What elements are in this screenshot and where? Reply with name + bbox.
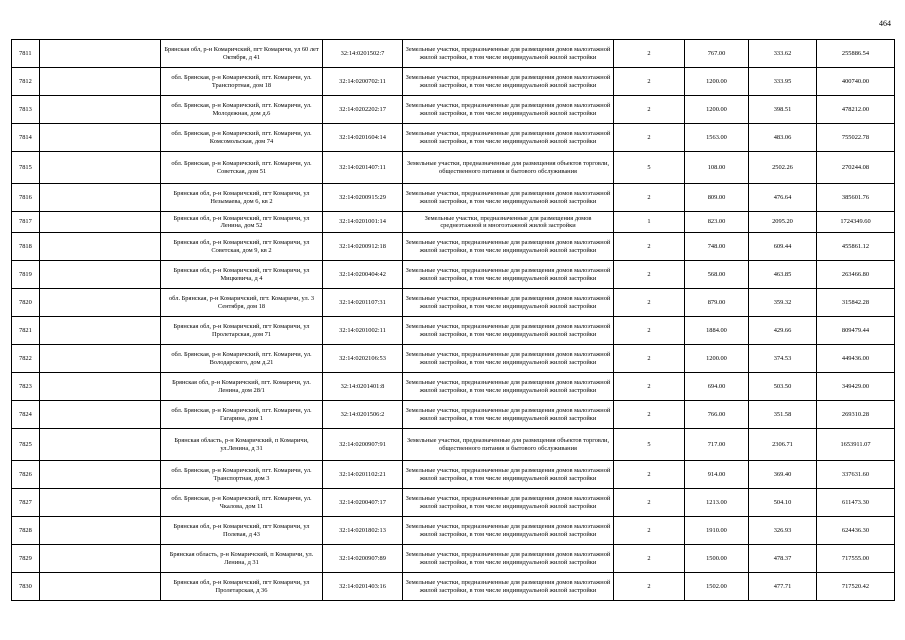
cadastral-value-cell: 449436.00 bbox=[817, 345, 895, 373]
spacer-cell bbox=[40, 517, 161, 545]
cadastral-value-cell: 270244.08 bbox=[817, 152, 895, 184]
spacer-cell bbox=[40, 429, 161, 461]
spacer-cell bbox=[40, 233, 161, 261]
row-number-cell: 7827 bbox=[12, 489, 40, 517]
address-cell: Брянская обл, р-н Комаричский, пгт Комаричи, ул Пролетарская, дом 71 bbox=[161, 317, 323, 345]
cadastral-value-cell: 478212.00 bbox=[817, 96, 895, 124]
cadastral-value-cell: 315842.28 bbox=[817, 289, 895, 317]
cadastral-value-cell: 611473.30 bbox=[817, 489, 895, 517]
specific-value-cell: 351.58 bbox=[749, 401, 817, 429]
address-cell: Брянская обл, р-н Комаричский, пгт Комаричи, ул Мицкевича, д 4 bbox=[161, 261, 323, 289]
table-row bbox=[12, 517, 895, 545]
specific-value-cell: 477.71 bbox=[749, 573, 817, 601]
row-number-cell: 7821 bbox=[12, 317, 40, 345]
group-cell: 2 bbox=[614, 345, 685, 373]
land-use-cell: Земельные участки, предназначенные для размещения домов малоэтажной жилой застройки, в том числе индивидуальной жилой застройки bbox=[403, 233, 614, 261]
table-row bbox=[12, 152, 895, 184]
row-number-cell: 7822 bbox=[12, 345, 40, 373]
address-cell: обл. Брянская, р-н Комаричский, пгт. Комаричи, ул. Советская, дом 51 bbox=[161, 152, 323, 184]
cadastral-number-cell: 32:14:0201403:16 bbox=[323, 573, 403, 601]
area-cell: 1563.00 bbox=[685, 124, 749, 152]
group-cell: 2 bbox=[614, 233, 685, 261]
group-cell: 5 bbox=[614, 429, 685, 461]
specific-value-cell: 429.66 bbox=[749, 317, 817, 345]
area-cell: 767.00 bbox=[685, 40, 749, 68]
row-number-cell: 7819 bbox=[12, 261, 40, 289]
row-number-cell: 7823 bbox=[12, 373, 40, 401]
specific-value-cell: 609.44 bbox=[749, 233, 817, 261]
row-number-cell: 7820 bbox=[12, 289, 40, 317]
cadastral-number-cell: 32:14:0200907:91 bbox=[323, 429, 403, 461]
area-cell: 766.00 bbox=[685, 401, 749, 429]
spacer-cell bbox=[40, 96, 161, 124]
specific-value-cell: 476.64 bbox=[749, 184, 817, 212]
cadastral-value-cell: 809479.44 bbox=[817, 317, 895, 345]
land-use-cell: Земельные участки, предназначенные для размещения домов малоэтажной жилой застройки, в том числе индивидуальной жилой застройки bbox=[403, 489, 614, 517]
spacer-cell bbox=[40, 124, 161, 152]
land-use-cell: Земельные участки, предназначенные для размещения домов малоэтажной жилой застройки, в том числе индивидуальной жилой застройки bbox=[403, 261, 614, 289]
cadastral-number-cell: 32:14:0201001:14 bbox=[323, 212, 403, 233]
cadastral-value-cell: 337631.60 bbox=[817, 461, 895, 489]
area-cell: 108.00 bbox=[685, 152, 749, 184]
address-cell: Брянская обл, р-н Комаричский, пгт. Комаричи, ул. Ленина, дом 28/1 bbox=[161, 373, 323, 401]
land-use-cell: Земельные участки, предназначенные для размещения домов малоэтажной жилой застройки, в том числе индивидуальной жилой застройки bbox=[403, 373, 614, 401]
group-cell: 2 bbox=[614, 573, 685, 601]
row-number-cell: 7815 bbox=[12, 152, 40, 184]
spacer-cell bbox=[40, 152, 161, 184]
specific-value-cell: 2502.26 bbox=[749, 152, 817, 184]
table-row bbox=[12, 68, 895, 96]
specific-value-cell: 483.06 bbox=[749, 124, 817, 152]
cadastral-number-cell: 32:14:0200404:42 bbox=[323, 261, 403, 289]
address-cell: обл. Брянская, р-н Комаричский, пгт. Комаричи, ул. Транспортная, дом 3 bbox=[161, 461, 323, 489]
spacer-cell bbox=[40, 40, 161, 68]
land-use-cell: Земельные участки, предназначенные для размещения домов малоэтажной жилой застройки, в том числе индивидуальной жилой застройки bbox=[403, 401, 614, 429]
spacer-cell bbox=[40, 401, 161, 429]
spacer-cell bbox=[40, 261, 161, 289]
row-number-cell: 7813 bbox=[12, 96, 40, 124]
address-cell: обл. Брянская, р-н Комаричский, пгт. Комаричи, ул. 3 Сентября, дом 18 bbox=[161, 289, 323, 317]
table-row bbox=[12, 261, 895, 289]
address-cell: Брянская обл, р-н Комаричский, пгт Комаричи, ул Советская, дом 9, кв 2 bbox=[161, 233, 323, 261]
cadastral-number-cell: 32:14:0201604:14 bbox=[323, 124, 403, 152]
area-cell: 694.00 bbox=[685, 373, 749, 401]
specific-value-cell: 359.32 bbox=[749, 289, 817, 317]
group-cell: 2 bbox=[614, 489, 685, 517]
spacer-cell bbox=[40, 184, 161, 212]
land-use-cell: Земельные участки, предназначенные для размещения домов малоэтажной жилой застройки, в том числе индивидуальной жилой застройки bbox=[403, 317, 614, 345]
group-cell: 2 bbox=[614, 545, 685, 573]
table-row bbox=[12, 401, 895, 429]
group-cell: 2 bbox=[614, 124, 685, 152]
specific-value-cell: 333.62 bbox=[749, 40, 817, 68]
cadastral-number-cell: 32:14:0201107:31 bbox=[323, 289, 403, 317]
area-cell: 1500.00 bbox=[685, 545, 749, 573]
cadastral-value-cell: 624436.30 bbox=[817, 517, 895, 545]
area-cell: 717.00 bbox=[685, 429, 749, 461]
row-number-cell: 7816 bbox=[12, 184, 40, 212]
row-number-cell: 7826 bbox=[12, 461, 40, 489]
spacer-cell bbox=[40, 212, 161, 233]
address-cell: обл. Брянская, р-н Комаричский, пгт. Комаричи, ул. Гагарина, дом 1 bbox=[161, 401, 323, 429]
specific-value-cell: 333.95 bbox=[749, 68, 817, 96]
cadastral-number-cell: 32:14:0200407:17 bbox=[323, 489, 403, 517]
cadastral-value-cell: 263466.80 bbox=[817, 261, 895, 289]
table-row bbox=[12, 373, 895, 401]
cadastral-number-cell: 32:14:0201506:2 bbox=[323, 401, 403, 429]
area-cell: 1910.00 bbox=[685, 517, 749, 545]
group-cell: 2 bbox=[614, 289, 685, 317]
address-cell: Брянская обл, р-н Комаричский, пгт Комаричи, ул Пролетарская, д 36 bbox=[161, 573, 323, 601]
spacer-cell bbox=[40, 68, 161, 96]
land-use-cell: Земельные участки, предназначенные для размещения домов малоэтажной жилой застройки, в том числе индивидуальной жилой застройки bbox=[403, 124, 614, 152]
cadastral-value-table bbox=[11, 39, 895, 601]
cadastral-value-cell: 1724349.60 bbox=[817, 212, 895, 233]
group-cell: 2 bbox=[614, 517, 685, 545]
cadastral-number-cell: 32:14:0201002:11 bbox=[323, 317, 403, 345]
area-cell: 748.00 bbox=[685, 233, 749, 261]
land-use-cell: Земельные участки, предназначенные для размещения домов малоэтажной жилой застройки, в том числе индивидуальной жилой застройки bbox=[403, 461, 614, 489]
cadastral-value-cell: 717520.42 bbox=[817, 573, 895, 601]
specific-value-cell: 503.50 bbox=[749, 373, 817, 401]
cadastral-number-cell: 32:14:0201407:11 bbox=[323, 152, 403, 184]
group-cell: 2 bbox=[614, 40, 685, 68]
spacer-cell bbox=[40, 573, 161, 601]
table-row bbox=[12, 184, 895, 212]
cadastral-value-cell: 455861.12 bbox=[817, 233, 895, 261]
cadastral-number-cell: 32:14:0202202:17 bbox=[323, 96, 403, 124]
table-row bbox=[12, 289, 895, 317]
spacer-cell bbox=[40, 289, 161, 317]
spacer-cell bbox=[40, 545, 161, 573]
table-row bbox=[12, 545, 895, 573]
area-cell: 1200.00 bbox=[685, 345, 749, 373]
row-number-cell: 7829 bbox=[12, 545, 40, 573]
table-row bbox=[12, 40, 895, 68]
land-use-cell: Земельные участки, предназначенные для размещения домов малоэтажной жилой застройки, в том числе индивидуальной жилой застройки bbox=[403, 184, 614, 212]
address-cell: Брянская обл, р-н Комаричский, пгт Комаричи, ул Полевая, д 43 bbox=[161, 517, 323, 545]
table-body bbox=[12, 40, 895, 601]
specific-value-cell: 369.40 bbox=[749, 461, 817, 489]
cadastral-number-cell: 32:14:0201102:21 bbox=[323, 461, 403, 489]
land-use-cell: Земельные участки, предназначенные для размещения объектов торговли, общественного питания и бытового обслуживания bbox=[403, 152, 614, 184]
area-cell: 1200.00 bbox=[685, 96, 749, 124]
row-number-cell: 7817 bbox=[12, 212, 40, 233]
address-cell: обл. Брянская, р-н Комаричский, пгт. Комаричи, ул. Комсомольская, дом 74 bbox=[161, 124, 323, 152]
spacer-cell bbox=[40, 345, 161, 373]
row-number-cell: 7814 bbox=[12, 124, 40, 152]
group-cell: 2 bbox=[614, 461, 685, 489]
area-cell: 1213.00 bbox=[685, 489, 749, 517]
group-cell: 2 bbox=[614, 401, 685, 429]
table-row bbox=[12, 573, 895, 601]
spacer-cell bbox=[40, 461, 161, 489]
address-cell: обл. Брянская, р-н Комаричский, пгт. Комаричи, ул. Транспортная, дом 18 bbox=[161, 68, 323, 96]
table-row bbox=[12, 96, 895, 124]
cadastral-value-cell: 349429.00 bbox=[817, 373, 895, 401]
row-number-cell: 7828 bbox=[12, 517, 40, 545]
specific-value-cell: 478.37 bbox=[749, 545, 817, 573]
cadastral-number-cell: 32:14:0202106:53 bbox=[323, 345, 403, 373]
land-use-cell: Земельные участки, предназначенные для размещения домов малоэтажной жилой застройки, в том числе индивидуальной жилой застройки bbox=[403, 289, 614, 317]
area-cell: 1200.00 bbox=[685, 68, 749, 96]
address-cell: Брянская обл, р-н Комаричский, пгт Комаричи, ул Ленина, дом 52 bbox=[161, 212, 323, 233]
group-cell: 2 bbox=[614, 261, 685, 289]
cadastral-number-cell: 32:14:0201502:7 bbox=[323, 40, 403, 68]
specific-value-cell: 2306.71 bbox=[749, 429, 817, 461]
address-cell: обл. Брянская, р-н Комаричский, пгт. Комаричи, ул. Молодежная, дом д.6 bbox=[161, 96, 323, 124]
row-number-cell: 7825 bbox=[12, 429, 40, 461]
spacer-cell bbox=[40, 373, 161, 401]
cadastral-value-cell: 269310.28 bbox=[817, 401, 895, 429]
page-number: 464 bbox=[879, 19, 891, 28]
area-cell: 1884.00 bbox=[685, 317, 749, 345]
table-row bbox=[12, 489, 895, 517]
row-number-cell: 7830 bbox=[12, 573, 40, 601]
area-cell: 914.00 bbox=[685, 461, 749, 489]
area-cell: 568.00 bbox=[685, 261, 749, 289]
cadastral-value-cell: 1653911.07 bbox=[817, 429, 895, 461]
address-cell: Брянская обл, р-н Комаричский, пгт Комаричи, ул 60 лет Октября, д 41 bbox=[161, 40, 323, 68]
spacer-cell bbox=[40, 489, 161, 517]
land-use-cell: Земельные участки, предназначенные для размещения домов малоэтажной жилой застройки, в том числе индивидуальной жилой застройки bbox=[403, 517, 614, 545]
specific-value-cell: 374.53 bbox=[749, 345, 817, 373]
address-cell: обл. Брянская, р-н Комаричский, пгт. Комаричи, ул. Володарского, дом д.21 bbox=[161, 345, 323, 373]
cadastral-number-cell: 32:14:0201802:13 bbox=[323, 517, 403, 545]
group-cell: 2 bbox=[614, 68, 685, 96]
land-use-cell: Земельные участки, предназначенные для размещения домов среднеэтажной и многоэтажной жилой застройки bbox=[403, 212, 614, 233]
area-cell: 879.00 bbox=[685, 289, 749, 317]
cadastral-value-cell: 755022.78 bbox=[817, 124, 895, 152]
specific-value-cell: 398.51 bbox=[749, 96, 817, 124]
row-number-cell: 7812 bbox=[12, 68, 40, 96]
cadastral-number-cell: 32:14:0200915:29 bbox=[323, 184, 403, 212]
table-row bbox=[12, 317, 895, 345]
specific-value-cell: 504.10 bbox=[749, 489, 817, 517]
table-row bbox=[12, 233, 895, 261]
area-cell: 823.00 bbox=[685, 212, 749, 233]
row-number-cell: 7818 bbox=[12, 233, 40, 261]
land-use-cell: Земельные участки, предназначенные для размещения объектов торговли, общественного питания и бытового обслуживания bbox=[403, 429, 614, 461]
address-cell: Брянская область, р-н Комаричский, п Комаричи, ул. Ленина, д 31 bbox=[161, 545, 323, 573]
group-cell: 2 bbox=[614, 96, 685, 124]
land-use-cell: Земельные участки, предназначенные для размещения домов малоэтажной жилой застройки, в том числе индивидуальной жилой застройки bbox=[403, 545, 614, 573]
group-cell: 1 bbox=[614, 212, 685, 233]
cadastral-number-cell: 32:14:0200907:89 bbox=[323, 545, 403, 573]
group-cell: 2 bbox=[614, 184, 685, 212]
cadastral-value-cell: 255886.54 bbox=[817, 40, 895, 68]
area-cell: 1502.00 bbox=[685, 573, 749, 601]
land-use-cell: Земельные участки, предназначенные для размещения домов малоэтажной жилой застройки, в том числе индивидуальной жилой застройки bbox=[403, 96, 614, 124]
land-use-cell: Земельные участки, предназначенные для размещения домов малоэтажной жилой застройки, в том числе индивидуальной жилой застройки bbox=[403, 345, 614, 373]
land-use-cell: Земельные участки, предназначенные для размещения домов малоэтажной жилой застройки, в том числе индивидуальной жилой застройки bbox=[403, 40, 614, 68]
table-row bbox=[12, 429, 895, 461]
table-row bbox=[12, 345, 895, 373]
table-row bbox=[12, 212, 895, 233]
land-use-cell: Земельные участки, предназначенные для размещения домов малоэтажной жилой застройки, в том числе индивидуальной жилой застройки bbox=[403, 573, 614, 601]
row-number-cell: 7824 bbox=[12, 401, 40, 429]
specific-value-cell: 326.93 bbox=[749, 517, 817, 545]
spacer-cell bbox=[40, 317, 161, 345]
address-cell: Брянская область, р-н Комаричский, п Комаричи, ул.Ленина, д 31 bbox=[161, 429, 323, 461]
row-number-cell: 7811 bbox=[12, 40, 40, 68]
group-cell: 5 bbox=[614, 152, 685, 184]
group-cell: 2 bbox=[614, 373, 685, 401]
area-cell: 809.00 bbox=[685, 184, 749, 212]
table-row bbox=[12, 461, 895, 489]
table-row bbox=[12, 124, 895, 152]
group-cell: 2 bbox=[614, 317, 685, 345]
address-cell: обл. Брянская, р-н Комаричский, пгт. Комаричи, ул. Чкалова, дом 11 bbox=[161, 489, 323, 517]
cadastral-number-cell: 32:14:0201401:8 bbox=[323, 373, 403, 401]
cadastral-value-cell: 385601.76 bbox=[817, 184, 895, 212]
cadastral-number-cell: 32:14:0200912:18 bbox=[323, 233, 403, 261]
land-use-cell: Земельные участки, предназначенные для размещения домов малоэтажной жилой застройки, в том числе индивидуальной жилой застройки bbox=[403, 68, 614, 96]
specific-value-cell: 463.85 bbox=[749, 261, 817, 289]
cadastral-value-cell: 400740.00 bbox=[817, 68, 895, 96]
cadastral-value-cell: 717555.00 bbox=[817, 545, 895, 573]
address-cell: Брянская обл, р-н Комаричский, пгт Комаричи, ул Незымаева, дом 6, кв 2 bbox=[161, 184, 323, 212]
cadastral-number-cell: 32:14:0200702:11 bbox=[323, 68, 403, 96]
specific-value-cell: 2095.20 bbox=[749, 212, 817, 233]
